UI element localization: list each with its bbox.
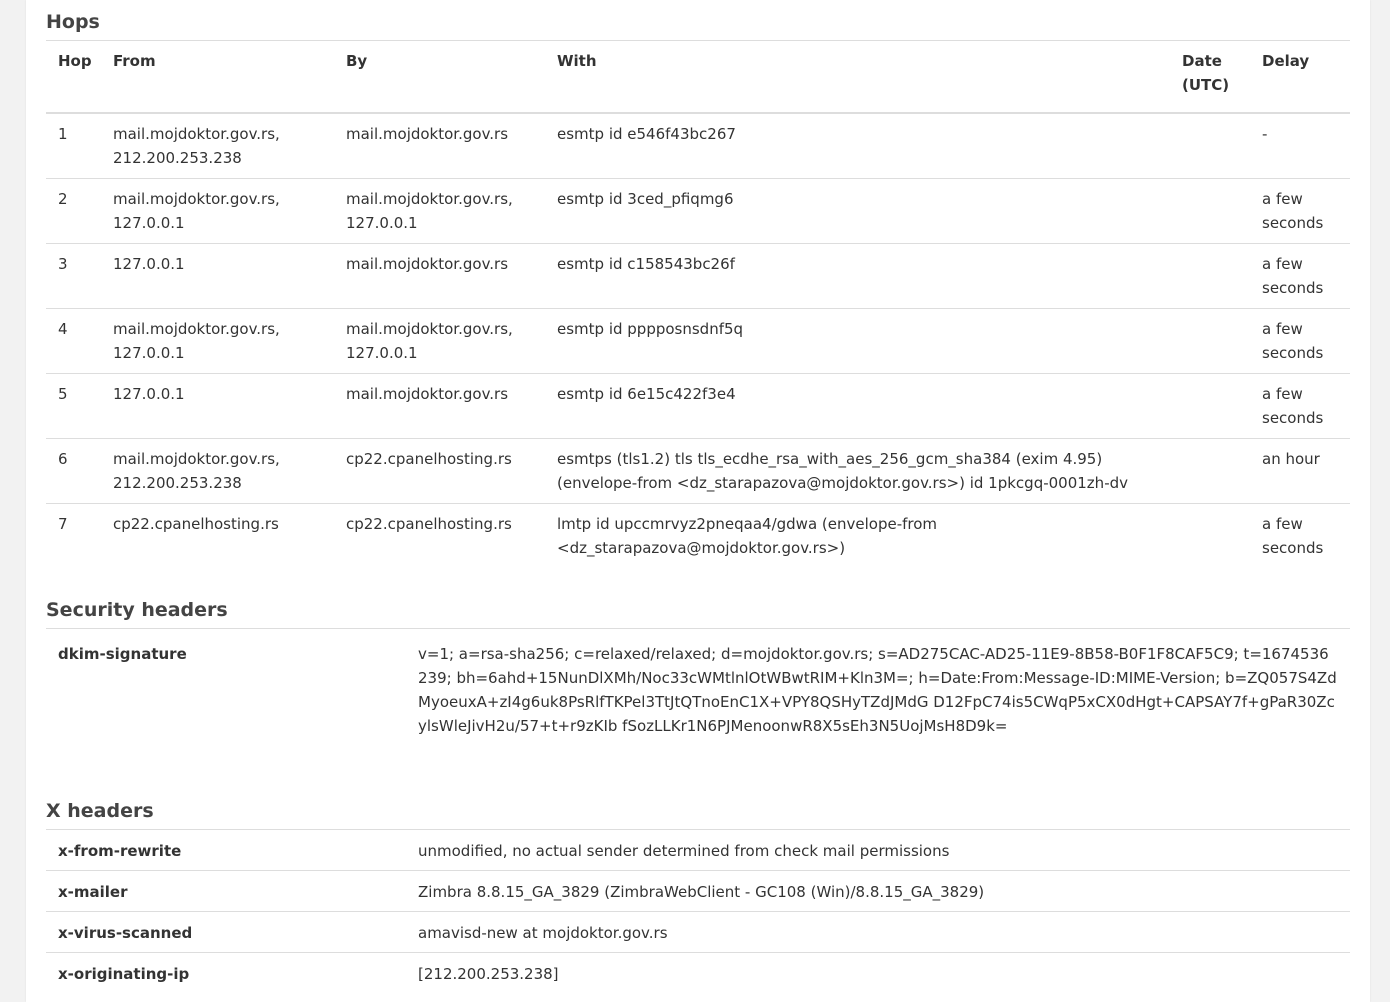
hop-with: esmtps (tls1.2) tls tls_ecdhe_rsa_with_aes_256_gcm_sha384 (exim 4.95) (envelope-from <dz_starapazova@mojdoktor.gov.rs>) id 1pkcgq-0001zh-dv xyxy=(557,450,1129,492)
x-headers-section xyxy=(46,789,1350,993)
hop-from: mail.mojdoktor.gov.rs, 127.0.0.1 xyxy=(113,320,280,362)
hop-from: mail.mojdoktor.gov.rs, 212.200.253.238 xyxy=(113,450,280,492)
table-row xyxy=(46,439,1350,504)
hop-delay: a few seconds xyxy=(1262,190,1324,232)
hop-date xyxy=(1170,374,1250,439)
security-headers-section xyxy=(46,588,1350,754)
hop-from: mail.mojdoktor.gov.rs, 212.200.253.238 xyxy=(113,125,280,167)
content-panel xyxy=(26,0,1370,1002)
table-row xyxy=(46,629,1350,754)
hop-date xyxy=(1170,309,1250,374)
col-by: By xyxy=(346,52,368,70)
hop-date xyxy=(1170,113,1250,179)
security-headers-heading: Security headers xyxy=(46,588,1350,629)
table-row xyxy=(46,504,1350,569)
header-value: amavisd-new at mojdoktor.gov.rs xyxy=(418,924,668,942)
hop-with: esmtp id 6e15c422f3e4 xyxy=(557,385,736,403)
header-value: [212.200.253.238] xyxy=(418,965,559,983)
table-row xyxy=(46,953,1350,994)
header-key: x-mailer xyxy=(58,883,128,901)
col-from: From xyxy=(113,52,156,70)
hop-by: mail.mojdoktor.gov.rs xyxy=(346,125,509,143)
x-headers-heading: X headers xyxy=(46,789,1350,830)
security-headers-table xyxy=(46,629,1350,754)
hops-table xyxy=(46,41,1350,569)
hop-by: mail.mojdoktor.gov.rs, 127.0.0.1 xyxy=(346,320,513,362)
hop-by: mail.mojdoktor.gov.rs xyxy=(346,255,509,273)
hops-header-row xyxy=(46,41,1350,113)
table-row xyxy=(46,912,1350,953)
hop-with: esmtp id c158543bc26f xyxy=(557,255,735,273)
hop-with: esmtp id pppposnsdnf5q xyxy=(557,320,744,338)
hop-from: 127.0.0.1 xyxy=(113,255,185,273)
hop-by: cp22.cpanelhosting.rs xyxy=(346,450,512,468)
hop-from: 127.0.0.1 xyxy=(113,385,185,403)
hop-number: 5 xyxy=(58,385,68,403)
col-delay: Delay xyxy=(1262,52,1310,70)
hop-delay: a few seconds xyxy=(1262,255,1324,297)
hop-with: esmtp id e546f43bc267 xyxy=(557,125,736,143)
hop-date xyxy=(1170,244,1250,309)
header-key: x-originating-ip xyxy=(58,965,190,983)
hop-number: 7 xyxy=(58,515,68,533)
table-row xyxy=(46,830,1350,871)
hop-by: mail.mojdoktor.gov.rs xyxy=(346,385,509,403)
hop-by: mail.mojdoktor.gov.rs, 127.0.0.1 xyxy=(346,190,513,232)
table-row xyxy=(46,244,1350,309)
table-row xyxy=(46,309,1350,374)
hop-delay: a few seconds xyxy=(1262,515,1324,557)
hop-number: 3 xyxy=(58,255,68,273)
hop-delay: a few seconds xyxy=(1262,320,1324,362)
table-row xyxy=(46,374,1350,439)
hop-number: 2 xyxy=(58,190,68,208)
hop-date xyxy=(1170,439,1250,504)
hop-with: lmtp id upccmrvyz2pneqaa4/gdwa (envelope-from <dz_starapazova@mojdoktor.gov.rs>) xyxy=(557,515,938,557)
header-value: unmodified, no actual sender determined from check mail permissions xyxy=(418,842,950,860)
col-with: With xyxy=(557,52,597,70)
hop-delay: an hour xyxy=(1262,450,1320,468)
col-hop: Hop xyxy=(58,52,92,70)
hop-number: 4 xyxy=(58,320,68,338)
header-value: Zimbra 8.8.15_GA_3829 (ZimbraWebClient - GC108 (Win)/8.8.15_GA_3829) xyxy=(418,883,985,901)
header-key: dkim-signature xyxy=(58,645,187,663)
hop-number: 1 xyxy=(58,125,68,143)
hop-date xyxy=(1170,504,1250,569)
hop-delay: a few seconds xyxy=(1262,385,1324,427)
table-row xyxy=(46,871,1350,912)
hop-delay: - xyxy=(1262,125,1268,143)
x-headers-table xyxy=(46,830,1350,993)
hop-with: esmtp id 3ced_pfiqmg6 xyxy=(557,190,734,208)
header-key: x-virus-scanned xyxy=(58,924,193,942)
table-row xyxy=(46,113,1350,179)
header-value: v=1; a=rsa-sha256; c=relaxed/relaxed; d=mojdoktor.gov.rs; s=AD275CAC-AD25-11E9-8B58-B0F1F8CAF5C9; t=1674536239; bh=6ahd+15NunDlXMh/Noc33cWMtlnlOtWBwtRIM+Kln3M=; h=Date:From:Message-ID:MIME-Version; b=ZQ057S4ZdMyoeuxA+zI4g6uk8PsRlfTKPel3TtJtQTnoEnC1X+VPY8QSHyTZdJMdG D12FpC74is5CWqP5xCX0dHgt+CAPSAY7f+gPaR30ZcylsWleJivH2u/57+t+r9zKIb fSozLLKr1N6PJMenoonwR8X5sEh3N5UojMsH8D9k= xyxy=(418,645,1337,735)
hop-number: 6 xyxy=(58,450,68,468)
hop-by: cp22.cpanelhosting.rs xyxy=(346,515,512,533)
col-date: Date (UTC) xyxy=(1182,52,1230,94)
header-key: x-from-rewrite xyxy=(58,842,182,860)
table-row xyxy=(46,179,1350,244)
hops-heading: Hops xyxy=(46,0,1350,41)
hop-date xyxy=(1170,179,1250,244)
hop-from: cp22.cpanelhosting.rs xyxy=(113,515,279,533)
hops-section xyxy=(46,0,1350,569)
hop-from: mail.mojdoktor.gov.rs, 127.0.0.1 xyxy=(113,190,280,232)
